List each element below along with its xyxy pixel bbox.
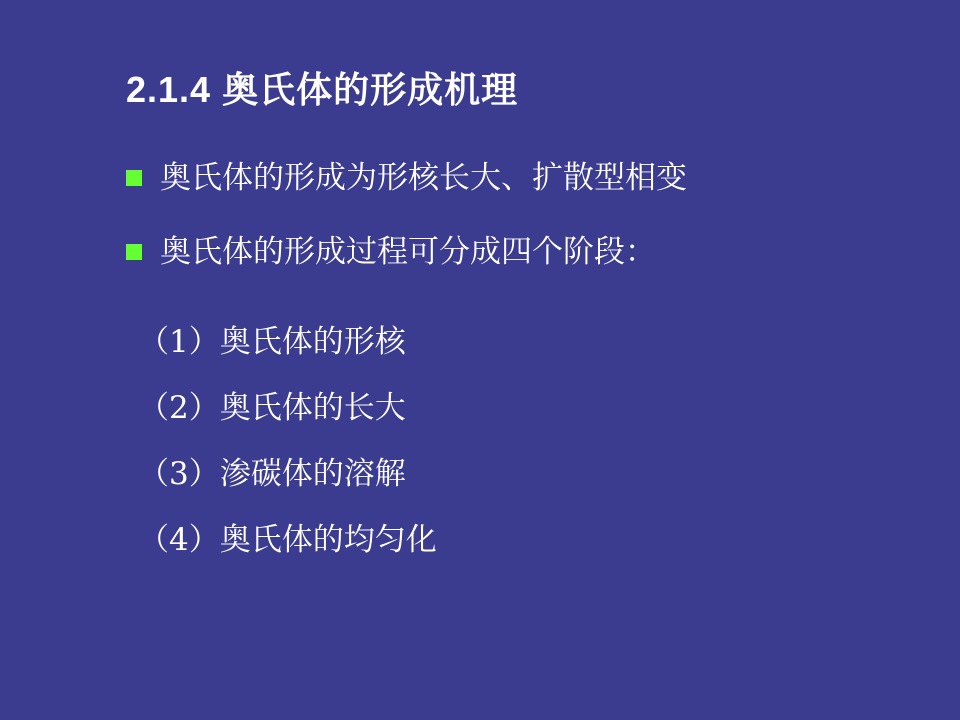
bullet-text: 奥氏体的形成过程可分成四个阶段： xyxy=(160,234,656,270)
list-item xyxy=(126,158,926,198)
square-bullet-icon xyxy=(126,244,142,260)
sub-list xyxy=(138,322,437,586)
list-item: （2）奥氏体的长大 xyxy=(138,390,406,426)
square-bullet-icon xyxy=(126,170,142,186)
list-item xyxy=(126,232,926,272)
list-item: （3）渗碳体的溶解 xyxy=(138,456,406,492)
bullet-list xyxy=(126,158,926,306)
page-title: 2.1.4 奥氏体的形成机理 xyxy=(126,69,519,110)
bullet-text: 奥氏体的形成为形核长大、扩散型相变 xyxy=(160,160,687,196)
list-item: （1）奥氏体的形核 xyxy=(138,324,406,360)
list-item: （4）奥氏体的均匀化 xyxy=(138,522,437,558)
